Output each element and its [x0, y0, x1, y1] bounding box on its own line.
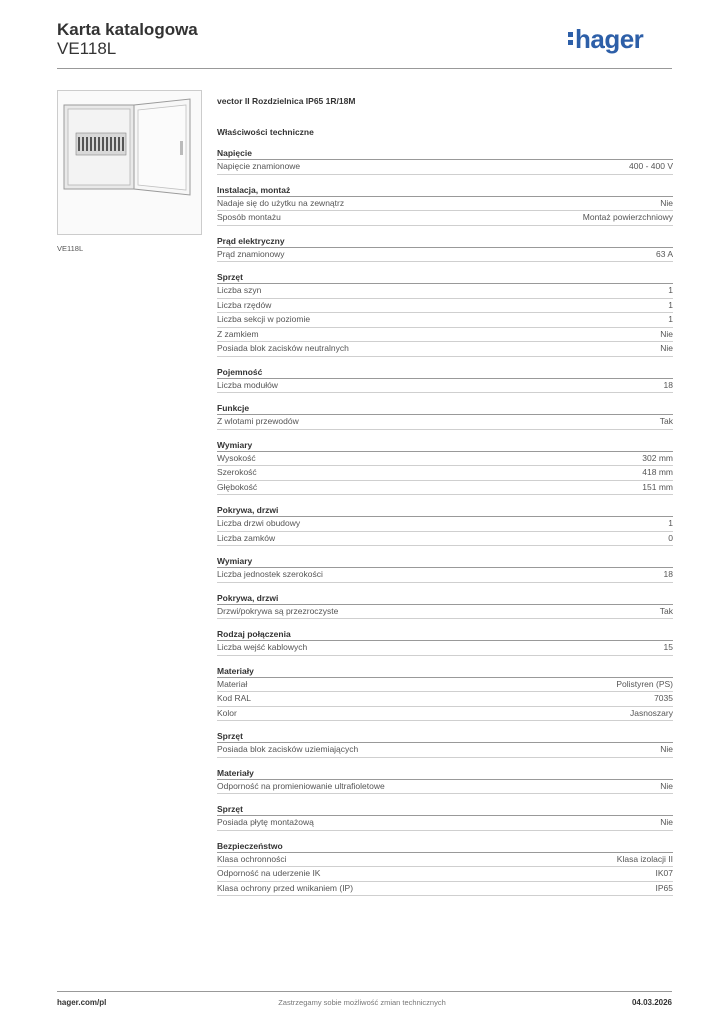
- spec-group: [217, 271, 673, 357]
- spec-label: Napięcie znamionowe: [217, 161, 301, 171]
- spec-label: Szerokość: [217, 467, 257, 477]
- spec-label: Posiada blok zacisków uziemiających: [217, 744, 359, 754]
- hager-logo: [568, 26, 643, 52]
- footer-website[interactable]: hager.com/pl: [57, 998, 107, 1007]
- spec-label: Liczba szyn: [217, 285, 262, 295]
- spec-label: Liczba drzwi obudowy: [217, 518, 301, 528]
- spec-label: Liczba sekcji w poziomie: [217, 314, 311, 324]
- spec-label: Liczba wejść kablowych: [217, 642, 308, 652]
- footer-date: 04.03.2026: [631, 998, 672, 1007]
- spec-group-heading: Materiały: [217, 767, 673, 780]
- spec-label: Liczba jednostek szerokości: [217, 569, 323, 579]
- spec-label: Odporność na uderzenie IK: [217, 868, 321, 878]
- spec-value: Jasnoszary: [630, 707, 673, 718]
- spec-label: Liczba rzędów: [217, 299, 272, 310]
- spec-label: Z zamkiem: [217, 328, 259, 339]
- spec-group: [217, 665, 673, 722]
- spec-value: 0: [668, 532, 673, 543]
- spec-label: Głębokość: [217, 481, 258, 492]
- spec-label: Prąd znamionowy: [217, 248, 285, 259]
- spec-value: Nie: [660, 780, 673, 791]
- spec-label: Odporność na promieniowanie ultrafioletowe: [217, 780, 385, 791]
- spec-row: [217, 328, 673, 343]
- spec-row: [217, 160, 673, 175]
- spec-group: [217, 840, 673, 897]
- spec-label: Klasa ochronności: [217, 853, 287, 864]
- spec-value: 1: [668, 314, 673, 324]
- spec-group-heading: Wymiary: [217, 439, 673, 452]
- spec-label: Nadaje się do użytku na zewnątrz: [217, 197, 345, 208]
- spec-value: IK07: [655, 868, 673, 878]
- spec-group: [217, 730, 673, 758]
- spec-group: [217, 592, 673, 620]
- spec-group-heading: Prąd elektryczny: [217, 235, 673, 248]
- spec-row: [217, 211, 673, 226]
- section-heading: Właściwości techniczne: [217, 127, 314, 137]
- spec-row: [217, 678, 673, 693]
- spec-groups: [217, 147, 673, 896]
- spec-group: [217, 235, 673, 263]
- spec-row: [217, 780, 673, 795]
- spec-group-heading: Rodzaj połączenia: [217, 628, 673, 641]
- spec-group-heading: Pokrywa, drzwi: [217, 592, 673, 605]
- spec-value: 18: [663, 569, 673, 579]
- specifications: [217, 94, 673, 896]
- spec-label: Kod RAL: [217, 693, 252, 703]
- spec-value: Montaż powierzchniowy: [582, 212, 673, 222]
- spec-row: [217, 284, 673, 299]
- spec-value: Nie: [660, 817, 673, 827]
- spec-row: [217, 568, 673, 583]
- spec-row: [217, 197, 673, 212]
- spec-group-heading: Bezpieczeństwo: [217, 840, 673, 853]
- spec-value: Tak: [659, 605, 673, 616]
- spec-label: Posiada blok zacisków neutralnych: [217, 343, 349, 353]
- spec-row: [217, 743, 673, 758]
- spec-label: Wysokość: [217, 452, 256, 463]
- spec-group: [217, 555, 673, 583]
- spec-group-heading: Wymiary: [217, 555, 673, 568]
- spec-group: [217, 504, 673, 546]
- spec-value: 1: [668, 285, 673, 295]
- spec-row: [217, 313, 673, 328]
- spec-group: [217, 402, 673, 430]
- spec-group: [217, 184, 673, 226]
- spec-row: [217, 867, 673, 882]
- spec-row: [217, 853, 673, 868]
- spec-label: Kolor: [217, 707, 237, 718]
- footer-divider: [57, 991, 672, 992]
- spec-group: [217, 628, 673, 656]
- spec-group-heading: Pokrywa, drzwi: [217, 504, 673, 517]
- spec-group: [217, 767, 673, 795]
- spec-group: [217, 366, 673, 394]
- spec-group-heading: Pojemność: [217, 366, 673, 379]
- spec-value: Nie: [660, 328, 673, 339]
- product-image: [57, 90, 202, 235]
- spec-group: [217, 803, 673, 831]
- product-code: VE118L: [57, 39, 117, 58]
- document-title: Karta katalogowa: [57, 20, 198, 39]
- spec-label: Materiał: [217, 678, 248, 689]
- spec-row: [217, 605, 673, 620]
- spec-group-heading: Sprzęt: [217, 271, 673, 284]
- spec-label: Klasa ochrony przed wnikaniem (IP): [217, 882, 354, 893]
- spec-value: 400 - 400 V: [629, 161, 673, 171]
- spec-value: 18: [663, 379, 673, 390]
- spec-row: [217, 466, 673, 481]
- spec-row: [217, 692, 673, 707]
- spec-value: Nie: [660, 197, 673, 208]
- spec-value: Nie: [660, 343, 673, 353]
- product-title: vector II Rozdzielnica IP65 1R/18M: [217, 96, 356, 106]
- spec-group-heading: Funkcje: [217, 402, 673, 415]
- spec-label: Posiada płytę montażową: [217, 817, 314, 827]
- spec-label: Drzwi/pokrywa są przezroczyste: [217, 605, 339, 616]
- spec-row: [217, 452, 673, 467]
- spec-group-heading: Napięcie: [217, 147, 673, 160]
- spec-row: [217, 641, 673, 656]
- spec-row: [217, 481, 673, 496]
- spec-value: Polistyren (PS): [616, 678, 673, 689]
- spec-label: Z wlotami przewodów: [217, 416, 299, 426]
- spec-value: 418 mm: [642, 467, 673, 477]
- spec-value: 63 A: [655, 248, 673, 259]
- spec-value: IP65: [655, 882, 673, 893]
- spec-row: [217, 248, 673, 263]
- distribution-board-image: [58, 91, 201, 234]
- spec-group-heading: Sprzęt: [217, 730, 673, 743]
- spec-value: 1: [668, 299, 673, 310]
- spec-row: [217, 517, 673, 532]
- spec-value: Nie: [660, 744, 673, 754]
- logo-text: hager: [575, 24, 644, 54]
- spec-group: [217, 147, 673, 175]
- spec-label: Liczba zamków: [217, 532, 276, 543]
- spec-label: Sposób montażu: [217, 212, 281, 222]
- spec-group: [217, 439, 673, 496]
- spec-value: Tak: [659, 416, 673, 426]
- spec-row: [217, 299, 673, 314]
- spec-row: [217, 415, 673, 430]
- spec-row: [217, 882, 673, 897]
- spec-row: [217, 532, 673, 547]
- image-caption: VE118L: [57, 244, 84, 253]
- spec-value: 151 mm: [642, 481, 673, 492]
- spec-value: 7035: [654, 693, 673, 703]
- spec-row: [217, 707, 673, 722]
- spec-value: Klasa izolacji II: [616, 853, 673, 864]
- header-divider: [57, 68, 672, 69]
- spec-value: 1: [668, 518, 673, 528]
- spec-row: [217, 816, 673, 831]
- spec-label: Liczba modułów: [217, 379, 278, 390]
- spec-value: 302 mm: [642, 452, 673, 463]
- spec-row: [217, 379, 673, 394]
- spec-group-heading: Instalacja, montaż: [217, 184, 673, 197]
- logo-dots-icon: [568, 32, 573, 48]
- spec-value: 15: [663, 642, 673, 652]
- footer-disclaimer: Zastrzegamy sobie możliwość zmian technicznych: [278, 998, 446, 1007]
- spec-group-heading: Sprzęt: [217, 803, 673, 816]
- spec-row: [217, 342, 673, 357]
- spec-group-heading: Materiały: [217, 665, 673, 678]
